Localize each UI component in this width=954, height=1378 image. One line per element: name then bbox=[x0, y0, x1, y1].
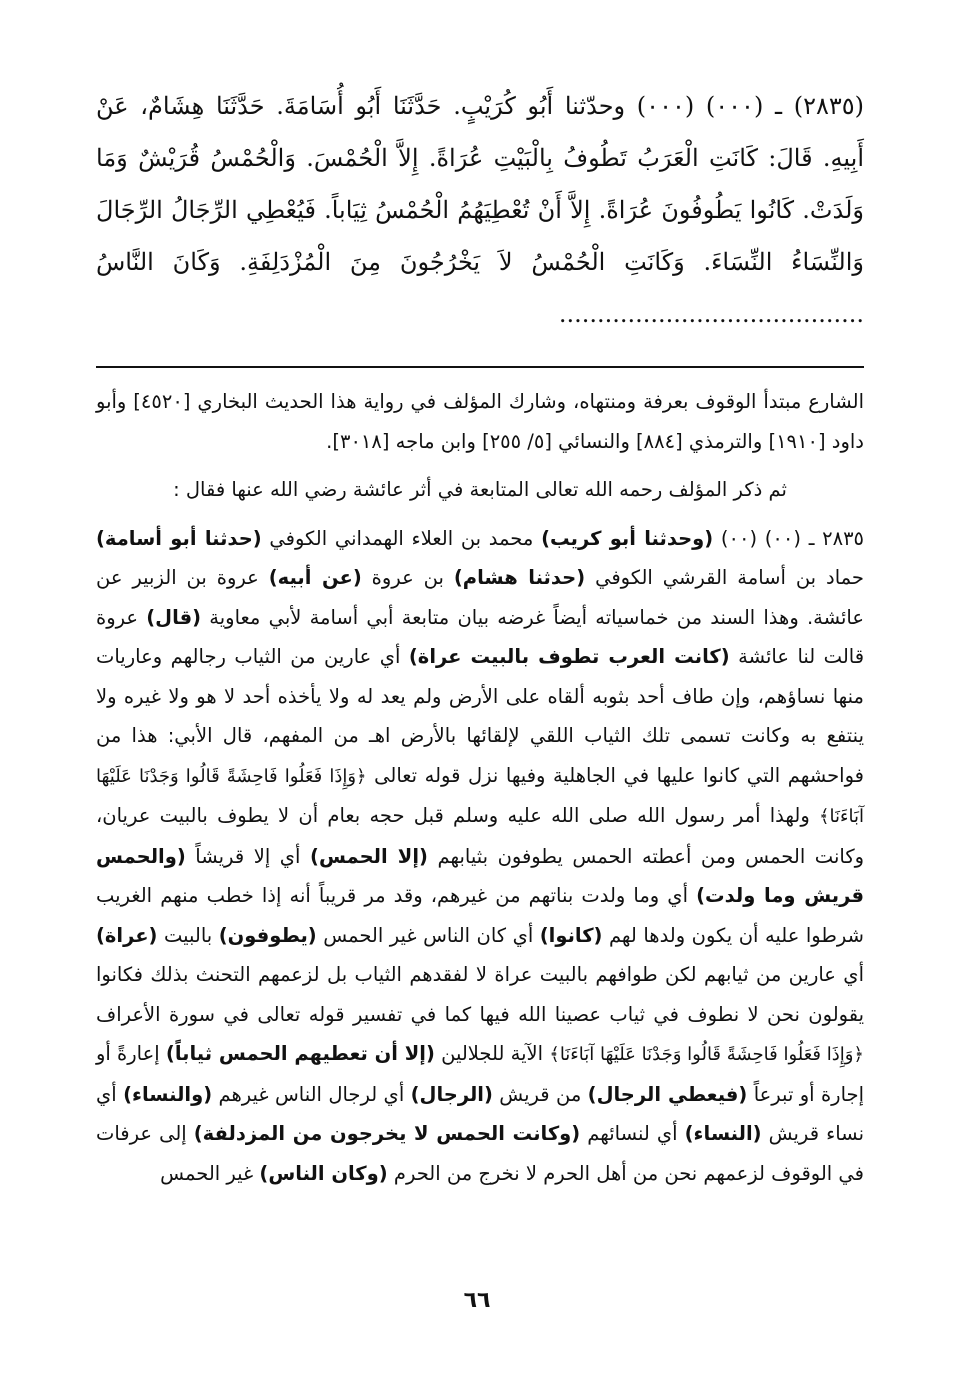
bold-quote-3: (حدثنا هشام) bbox=[453, 566, 586, 589]
text-segment: أي كان الناس غير الحمس bbox=[323, 923, 534, 947]
commentary-paragraph-1: الشارع مبتدأ الوقوف بعرفة ومنتهاه، وشارك المؤلف في رواية هذا الحديث البخاري [٤٥٢٠] وأبو داود [١٩١٠] والترمذي [٨٨٤] والنسائي [٥/ ٢٥٥] وابن ماجه [٣٠١٨]. bbox=[96, 390, 864, 453]
text-segment: بالبيت bbox=[163, 923, 213, 947]
text-segment: غير الحمس bbox=[160, 1161, 254, 1185]
text-segment: أي لنسائهم bbox=[587, 1122, 678, 1145]
bold-quote-10: (يطوفون) bbox=[218, 923, 317, 947]
text-segment: إعارةً أو إجارة أو تبرعاً bbox=[96, 1042, 864, 1106]
text-segment: إلى عرفات في الوقوف لزعمهم نحن من أهل الحرم لا نخرج من الحرم bbox=[96, 1122, 864, 1185]
hadith-ellipsis: ........................................ bbox=[558, 300, 864, 328]
text-segment: ولهذا أمر رسول الله صلى الله عليه وسلم قبل حجه بعام أن لا يطوف بالبيت عريان، وكانت الحمس ومن أعطته الحمس يطوفون بثيابهم bbox=[96, 804, 865, 868]
bold-quote-7: (إلا الحمس) bbox=[310, 844, 428, 868]
page-number: ٦٦ bbox=[463, 1288, 491, 1313]
text-segment: الآية للجلالين bbox=[441, 1042, 544, 1065]
text-segment: عروة بن الزبير عن عائشة. وهذا السند من خماسياته أيضاً غرضه بيان متابعة أبي أسامة لأبي معاوية bbox=[96, 566, 864, 629]
commentary bbox=[96, 382, 864, 1193]
commentary-paragraph-2: ثم ذكر المؤلف رحمه الله تعالى المتابعة في أثر عائشة رضي الله عنها فقال : bbox=[173, 478, 787, 501]
commentary-paragraph-3 bbox=[96, 519, 864, 1194]
bold-quote-16: (النساء) bbox=[684, 1122, 762, 1145]
text-segment: أي عارين من الثياب رجالهم وعاريات منها نساؤهم، وإن طاف أحد بثوبه ألقاه على الأرض ولم يعد له ولا يأخذه أحد لا هو ولا غيره ولا ينتفع به وكانت تسمى تلك الثياب اللقي لإلقائها بالأرض اهـ من المفهم، قال الأبي: هذا من فواحشهم التي كانوا عليها في الجاهلية وفيها نزل قوله تعالى bbox=[96, 645, 864, 787]
bold-quote-13: (فيعطي الرجال) bbox=[587, 1082, 748, 1106]
text-segment: أي وما ولدت بناتهم من غيرهم، وقد مر قريباً أنه إذا خطب منهم الغريب شرطوا عليه أن يكون ولدها لهم bbox=[96, 884, 864, 947]
hadith-main-text: (٢٨٣٥) ـ (٠٠٠) (٠٠٠) وحدّثنا أَبُو كُرَيْبٍ. حَدَّثَنَا أَبُو أُسَامَةَ. حَدَّثَنَا هِشَامٌ، عَنْ أَبِيهِ. قَالَ: كَانَتِ الْعَرَبُ تَطُوفُ بِالْبَيْتِ عُرَاةً. إِلاَّ الْحُمْسَ. وَالْحُمْسُ قُرَيْشٌ وَمَا وَلَدَتْ. كَانُوا يَطُوفُونَ عُرَاةً. إِلاَّ أَنْ تُعْطِيَهُمُ الْحُمْسُ ثِيَاباً. فَيُعْطِي الرِّجَالُ الرِّجَالَ وَالنِّسَاءُ النِّسَاءَ. وَكَانَتِ الْحُمْسُ لاَ يَخْرُجُونَ مِنَ الْمُزْدَلِفَةِ. وَكَانَ النَّاسُ bbox=[96, 92, 865, 276]
text-segment: أي عارين من ثيابهم لكن طوافهم بالبيت عراة لا لفقدهم الثياب بل لزعمهم التحنث بذلك فكانوا يقولون نحن لا نطوف في ثياب عصينا الله فيها كما في تفسير قوله تعالى في سورة الأعراف bbox=[96, 963, 864, 1026]
bold-quote-12: (إلا أن تعطيهم الحمس ثياباً) bbox=[165, 1042, 435, 1065]
hadith-text bbox=[96, 80, 864, 340]
bold-quote-15: (والنساء) bbox=[123, 1082, 213, 1106]
hadith-number: ٢٨٣٥ ـ (٠٠) (٠٠) bbox=[720, 526, 865, 550]
bold-quote-11: (عراة) bbox=[96, 923, 158, 947]
text-segment: محمد بن العلاء الهمداني الكوفي bbox=[269, 526, 534, 550]
text-segment: أي لرجال الناس غيرهم bbox=[218, 1082, 405, 1106]
bold-quote-4: (عن أبيه) bbox=[268, 566, 362, 589]
bold-quote-17: (وكانت الحمس لا يخرجون من المزدلفة) bbox=[193, 1122, 581, 1145]
text-segment: من قريش bbox=[499, 1082, 582, 1106]
bold-quote-8: (والحمس قريش وما ولدت) bbox=[96, 844, 865, 907]
quran-verse-1: ﴿وَإِذَا فَعَلُوا فَاحِشَةً قَالُوا وَجَدْنَا عَلَيْهَا آبَاءَنَا﴾ bbox=[96, 765, 864, 827]
bold-quote-6: (كانت العرب تطوف بالبيت عراة) bbox=[408, 645, 730, 668]
text-segment: بن عروة bbox=[371, 566, 444, 589]
footnote-divider bbox=[96, 366, 864, 368]
bold-quote-2: (حدثنا أبو أسامة) bbox=[96, 526, 262, 550]
text-segment: أي إلا قريشاً bbox=[195, 844, 301, 868]
quran-verse-2: ﴿وَإِذَا فَعَلُوا فَاحِشَةً قَالُوا وَجَدْنَا عَلَيْهَا آبَاءَنَا﴾ bbox=[549, 1044, 864, 1065]
page-body bbox=[96, 80, 864, 1193]
text-segment: حماد بن أسامة القرشي الكوفي bbox=[595, 566, 864, 589]
bold-quote-18: (وكان الناس) bbox=[259, 1161, 388, 1185]
bold-quote-1: (وحدثنا أبو كريب) bbox=[541, 526, 714, 550]
text-segment: أي نساء قريش bbox=[96, 1082, 864, 1145]
bold-quote-14: (الرجال) bbox=[410, 1082, 493, 1106]
bold-quote-5: (قال) bbox=[146, 605, 202, 629]
text-segment: عروة قالت لنا عائشة bbox=[96, 605, 865, 668]
bold-quote-9: (كانوا) bbox=[539, 923, 603, 947]
